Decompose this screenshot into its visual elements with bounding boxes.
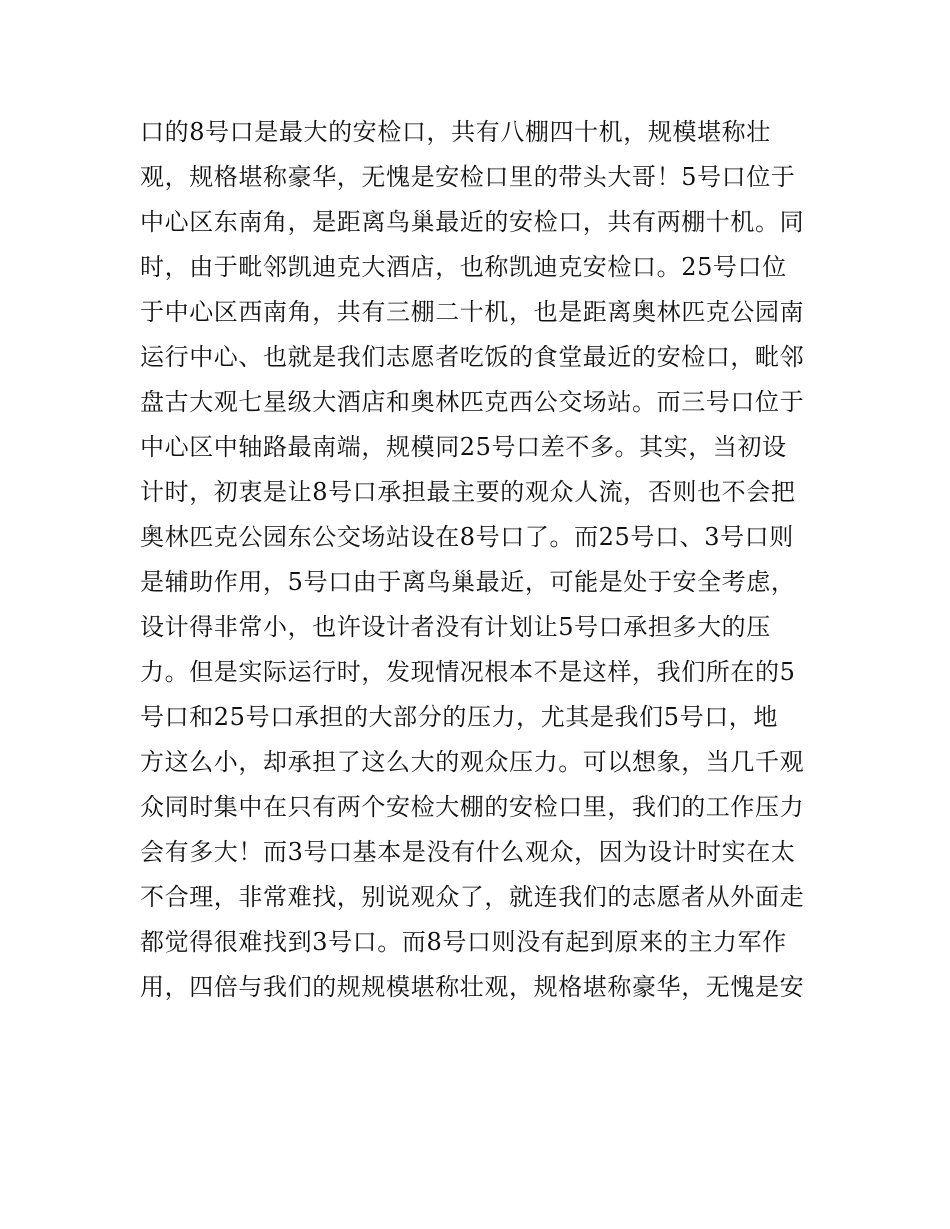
text-line-4: 时，由于毗邻凯迪克大酒店，也称凯迪克安检口。25号口位 <box>140 253 787 281</box>
text-line-11: 是辅助作用，5号口由于离鸟巢最近，可能是处于安全考虑， <box>140 568 796 596</box>
text-line-5: 于中心区西南角，共有三棚二十机，也是距离奥林匹克公园南 <box>140 298 805 326</box>
text-line-2: 观，规格堪称豪华，无愧是安检口里的带头大哥！5号口位于 <box>140 163 796 191</box>
text-line-7: 盘古大观七星级大酒店和奥林匹克西公交场站。而三号口位于 <box>140 388 805 416</box>
text-line-15: 方这么小，却承担了这么大的观众压力。可以想象，当几千观 <box>140 748 805 776</box>
text-line-8: 中心区中轴路最南端，规模同25号口差不多。其实，当初设 <box>140 433 787 461</box>
text-line-12: 设计得非常小，也许设计者没有计划让5号口承担多大的压 <box>140 613 771 641</box>
text-line-6: 运行中心、也就是我们志愿者吃饭的食堂最近的安检口，毗邻 <box>140 343 805 371</box>
text-line-9: 计时，初衷是让8号口承担最主要的观众人流，否则也不会把 <box>140 478 796 506</box>
text-line-1: 口的8号口是最大的安检口，共有八棚四十机，规模堪称壮 <box>140 118 771 146</box>
text-line-3: 中心区东南角，是距离鸟巢最近的安检口，共有两棚十机。同 <box>140 208 805 236</box>
text-line-17: 会有多大！而3号口基本是没有什么观众，因为设计时实在太 <box>140 838 796 866</box>
text-line-13: 力。但是实际运行时，发现情况根本不是这样，我们所在的5 <box>140 658 796 686</box>
text-line-14: 号口和25号口承担的大部分的压力，尤其是我们5号口，地 <box>140 703 779 731</box>
text-line-20: 用，四倍与我们的规规模堪称壮观，规格堪称豪华，无愧是安 <box>140 973 805 1001</box>
text-line-19: 都觉得很难找到3号口。而8号口则没有起到原来的主力军作 <box>140 928 787 956</box>
text-line-10: 奥林匹克公园东公交场站设在8号口了。而25号口、3号口则 <box>140 523 794 551</box>
body-text <box>140 110 820 1010</box>
text-line-16: 众同时集中在只有两个安检大棚的安检口里，我们的工作压力 <box>140 793 805 821</box>
text-line-18: 不合理，非常难找，别说观众了，就连我们的志愿者从外面走 <box>140 883 805 911</box>
